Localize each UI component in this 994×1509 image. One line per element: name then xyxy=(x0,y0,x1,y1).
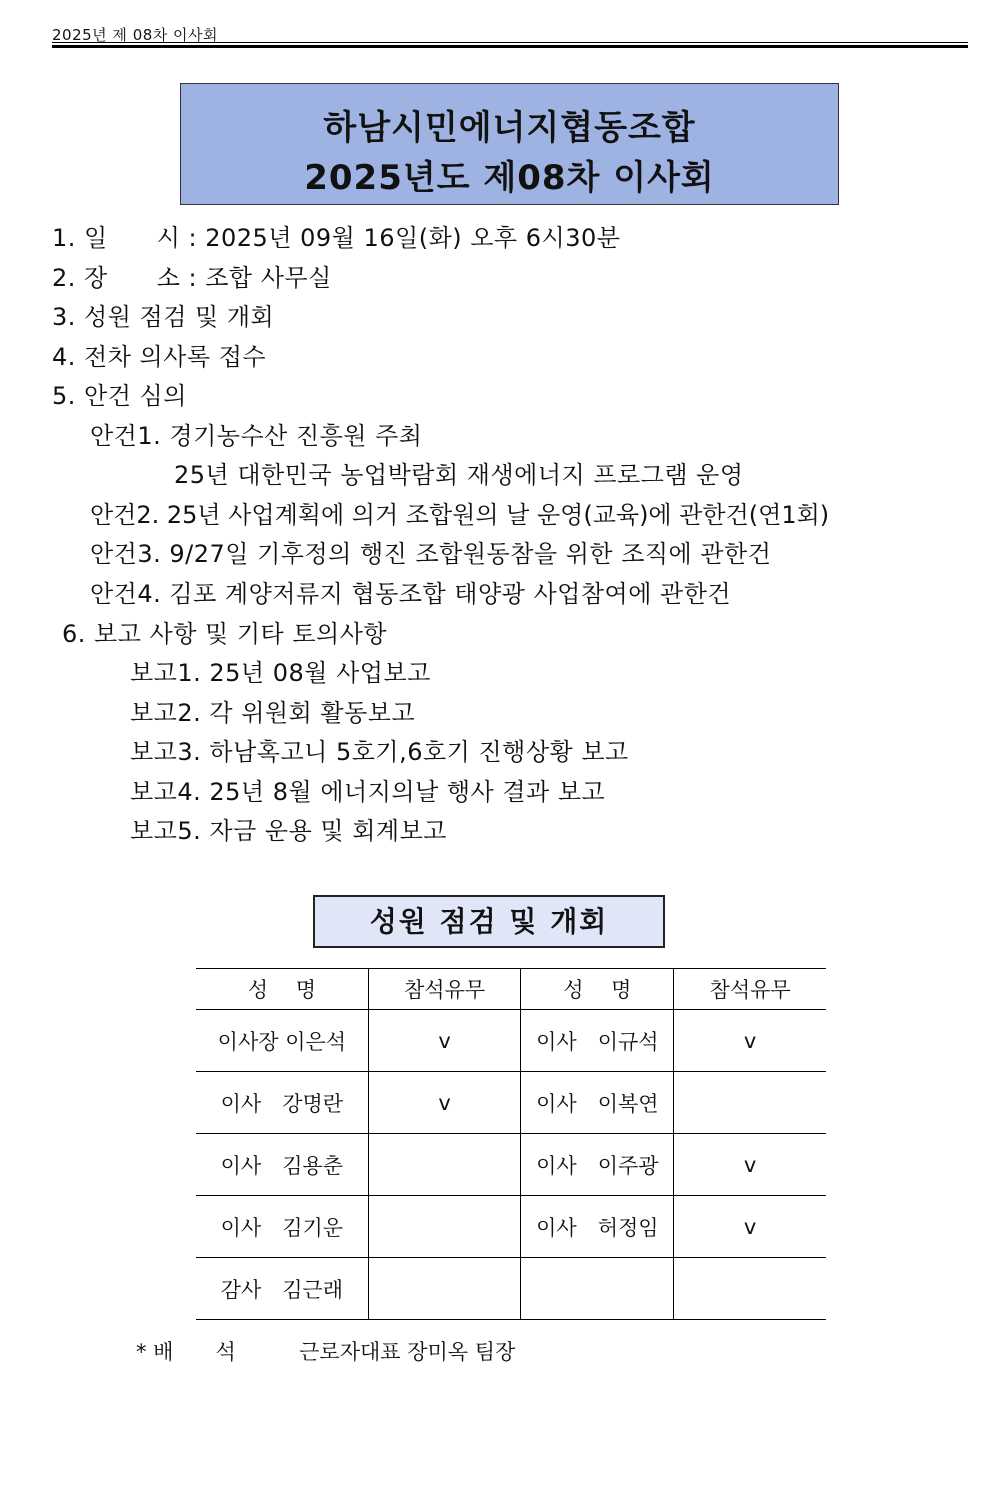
agenda-item-quorum: 3. 성원 점검 및 개회 xyxy=(52,303,275,331)
member-name: 이사 이규석 xyxy=(521,1010,674,1072)
attendance-mark: v xyxy=(368,1072,521,1134)
agenda-item-minutes: 4. 전차 의사록 접수 xyxy=(52,343,267,371)
member-name: 이사장 이은석 xyxy=(196,1010,368,1072)
agenda-sub-item-1: 안건1. 경기농수산 진흥원 주최 xyxy=(90,422,423,450)
attendance-mark xyxy=(368,1134,521,1196)
table-row xyxy=(196,1072,826,1134)
report-item-5: 보고5. 자금 운용 및 회계보고 xyxy=(130,817,447,845)
attendance-mark xyxy=(368,1196,521,1258)
member-name: 이사 김기운 xyxy=(196,1196,368,1258)
agenda-item-datetime: 1. 일 시 : 2025년 09월 16일(화) 오후 6시30분 xyxy=(52,224,621,252)
agenda-item-place: 2. 장 소 : 조합 사무실 xyxy=(52,264,332,292)
attendance-mark: v xyxy=(674,1010,826,1072)
agenda-sub-item-2: 안건2. 25년 사업계획에 의거 조합원의 날 운영(교육)에 관한건(연1회) xyxy=(90,501,830,529)
report-item-3: 보고3. 하남혹고니 5호기,6호기 진행상황 보고 xyxy=(130,738,629,766)
member-name: 이사 이복연 xyxy=(521,1072,674,1134)
attendance-mark: v xyxy=(368,1010,521,1072)
table-header-row xyxy=(196,969,826,1010)
header-rule-thick xyxy=(52,45,968,48)
title-org: 하남시민에너지협동조합 xyxy=(323,108,696,148)
agenda-item-deliberation: 5. 안건 심의 xyxy=(52,382,187,410)
note-label: * 배 석 xyxy=(136,1340,236,1364)
report-item-1: 보고1. 25년 08월 사업보고 xyxy=(130,659,431,687)
attendance-mark: v xyxy=(674,1196,826,1258)
header-attend-1: 참석유무 xyxy=(368,969,521,1010)
document-header: 2025년 제 08차 이사회 xyxy=(52,26,219,44)
attendee-note xyxy=(136,1336,515,1366)
table-row xyxy=(196,1010,826,1072)
member-name: 이사 허정임 xyxy=(521,1196,674,1258)
report-item-4: 보고4. 25년 8월 에너지의날 행사 결과 보고 xyxy=(130,778,606,806)
attendance-title: 성원 점검 및 개회 xyxy=(313,895,665,948)
attendance-table xyxy=(196,968,826,1320)
agenda-sub-item-1-detail: 25년 대한민국 농업박람회 재생에너지 프로그램 운영 xyxy=(174,461,744,489)
report-item-2: 보고2. 각 위원회 활동보고 xyxy=(130,699,416,727)
member-name: 이사 김용춘 xyxy=(196,1134,368,1196)
member-name: 이사 이주광 xyxy=(521,1134,674,1196)
title-box xyxy=(180,83,839,205)
agenda-sub-item-3: 안건3. 9/27일 기후정의 행진 조합원동참을 위한 조직에 관한건 xyxy=(90,540,772,568)
table-row xyxy=(196,1134,826,1196)
table-row xyxy=(196,1196,826,1258)
header-attend-2: 참석유무 xyxy=(674,969,826,1010)
member-name: 감사 김근래 xyxy=(196,1258,368,1320)
header-rule-thin xyxy=(52,42,968,43)
attendance-mark xyxy=(674,1072,826,1134)
title-meeting: 2025년도 제08차 이사회 xyxy=(304,158,715,198)
attendance-mark: v xyxy=(674,1134,826,1196)
attendance-mark xyxy=(674,1258,826,1320)
attendance-mark xyxy=(368,1258,521,1320)
agenda-sub-item-4: 안건4. 김포 계양저류지 협동조합 태양광 사업참여에 관한건 xyxy=(90,580,732,608)
member-name: 이사 강명란 xyxy=(196,1072,368,1134)
agenda-item-reports: 6. 보고 사항 및 기타 토의사항 xyxy=(62,620,388,648)
member-name xyxy=(521,1258,674,1320)
table-row xyxy=(196,1258,826,1320)
header-name-1: 성 명 xyxy=(196,969,368,1010)
header-name-2: 성 명 xyxy=(521,969,674,1010)
note-value: 근로자대표 장미옥 팀장 xyxy=(299,1340,516,1364)
